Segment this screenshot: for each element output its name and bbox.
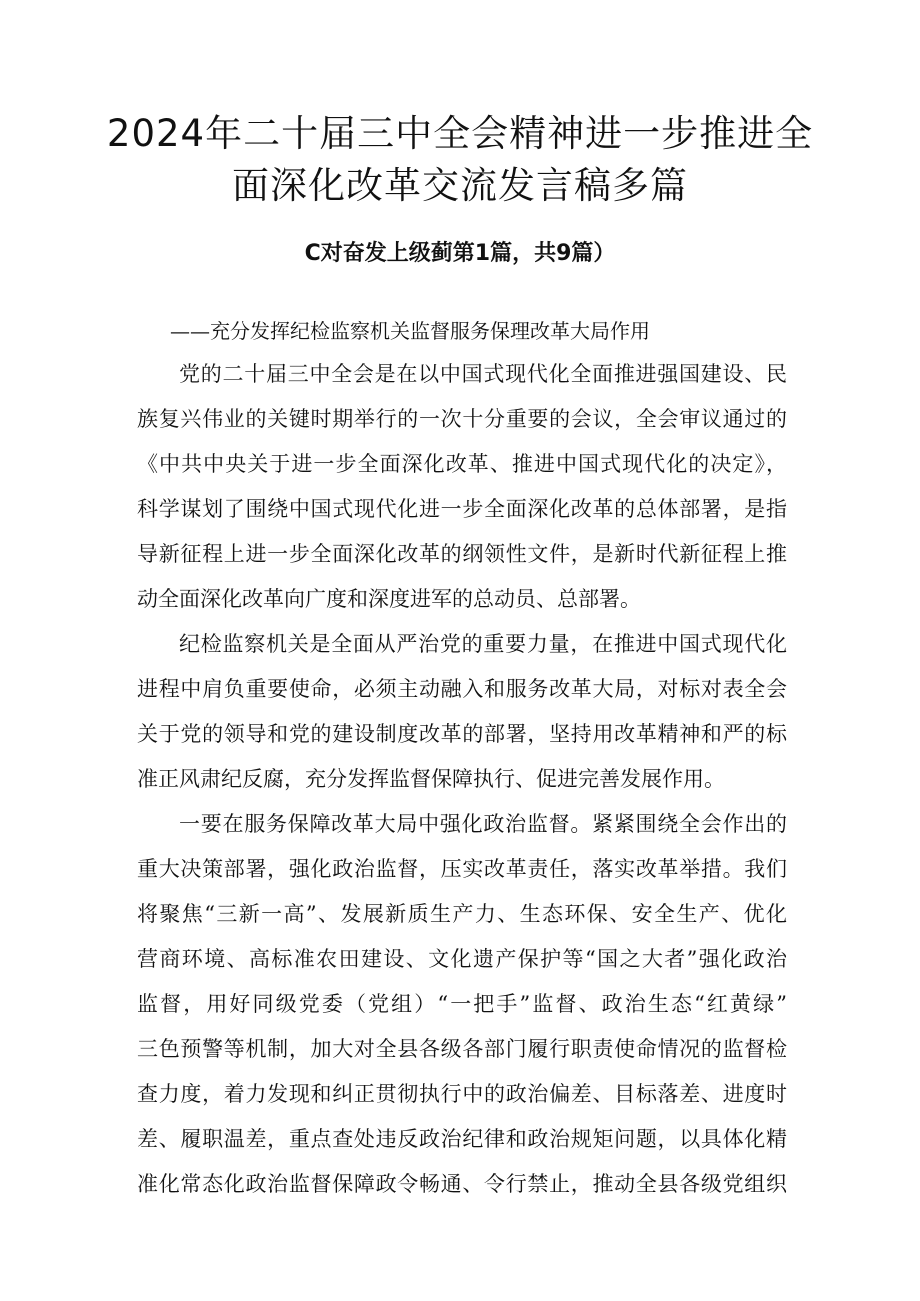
paragraph-line: 将聚焦“三新一高”、发展新质生产力、生态环保、安全生产、优化 (137, 902, 787, 926)
document-subline: ——充分发挥纪检监察机关监督服务保理改革大局作用 (170, 319, 650, 343)
paragraph-line: 族复兴伟业的关键时期举行的一次十分重要的会议，全会审议通过的 (137, 407, 787, 431)
document-body (137, 352, 787, 1207)
paragraph-line: 关于党的领导和党的建设制度改革的部署，坚持用改革精神和严的标 (137, 722, 787, 746)
paragraph-line: 党的二十届三中全会是在以中国式现代化全面推进强国建设、民 (179, 362, 787, 386)
paragraph-1 (137, 352, 787, 622)
paragraph-line: 差、履职温差，重点查处违反政治纪律和政治规矩问题，以具体化精 (137, 1127, 787, 1151)
paragraph-line: 查力度，着力发现和纠正贯彻执行中的政治偏差、目标落差、进度时 (137, 1082, 787, 1106)
paragraph-line: 一要在服务保障改革大局中强化政治监督。紧紧围绕全会作出的 (179, 812, 787, 836)
paragraph-line: 纪检监察机关是全面从严治党的重要力量，在推进中国式现代化 (179, 632, 787, 656)
paragraph-line: 进程中肩负重要使命，必须主动融入和服务改革大局，对标对表全会 (137, 677, 787, 701)
paragraph-line: 三色预警等机制，加大对全县各级各部门履行职责使命情况的监督检 (137, 1037, 787, 1061)
paragraph-line: 准正风肃纪反腐，充分发挥监督保障执行、促进完善发展作用。 (137, 767, 725, 791)
paragraph-line: 营商环境、高标准农田建设、文化遗产保护等“国之大者”强化政治 (137, 947, 787, 971)
title-line-2: 面深化改革交流发言稿多篇 (232, 164, 688, 207)
paragraph-line: 监督，用好同级党委（党组）“一把手”监督、政治生态“红黄绿” (137, 992, 787, 1016)
document-title (100, 108, 820, 212)
document-subtitle: C对奋发上级蓟第1篇，共9篇） (304, 241, 616, 266)
title-line-1: 2024年二十届三中全会精神进一步推进全 (106, 112, 814, 155)
paragraph-line: 准化常态化政治监督保障政令畅通、令行禁止，推动全县各级党组织 (137, 1172, 787, 1196)
paragraph-2 (137, 622, 787, 802)
paragraph-3 (137, 802, 787, 1207)
paragraph-line: 科学谋划了围绕中国式现代化进一步全面深化改革的总体部署，是指 (137, 497, 787, 521)
paragraph-line: 动全面深化改革向广度和深度进军的总动员、总部署。 (137, 587, 641, 611)
paragraph-line: 重大决策部署，强化政治监督，压实改革责任，落实改革举措。我们 (137, 857, 787, 881)
paragraph-line: 导新征程上进一步全面深化改革的纲领性文件，是新时代新征程上推 (137, 542, 787, 566)
paragraph-line: 《中共中央关于进一步全面深化改革、推进中国式现代化的决定》， (137, 452, 787, 476)
